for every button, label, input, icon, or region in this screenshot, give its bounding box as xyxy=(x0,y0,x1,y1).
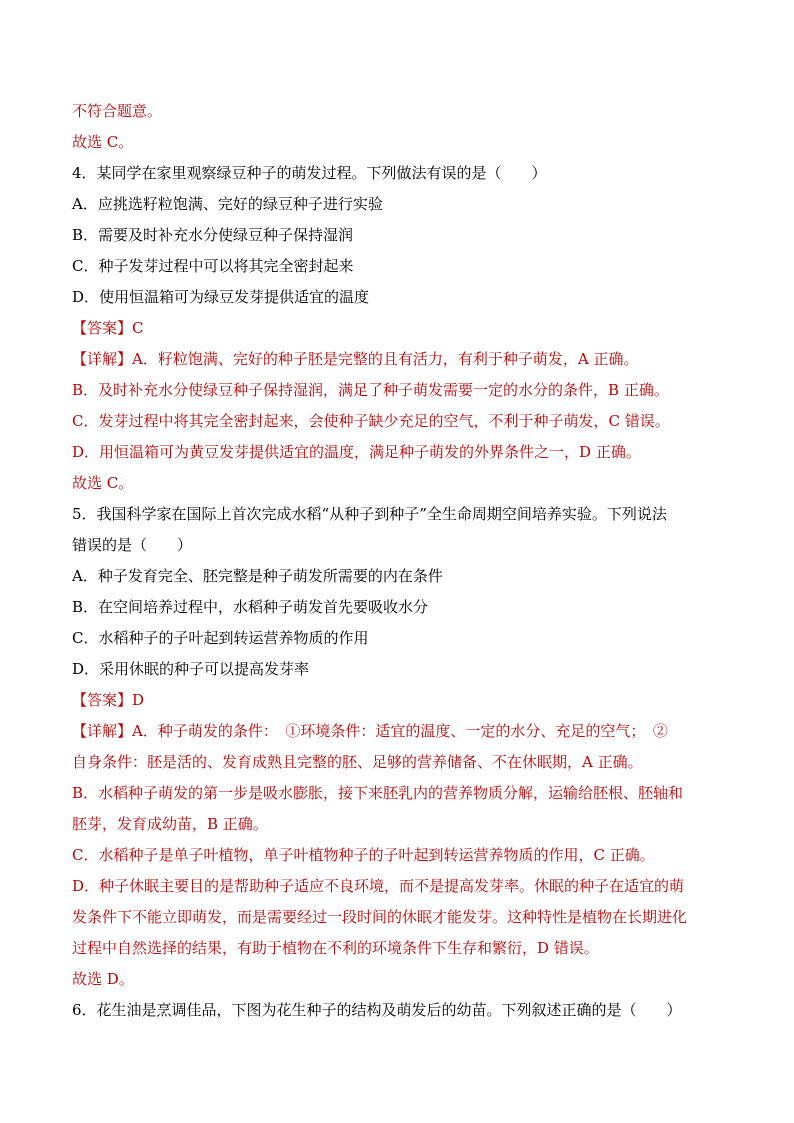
question-6-stem: 6．花生油是烹调佳品，下图为花生种子的结构及萌发后的幼苗。下列叙述正确的是（ ） xyxy=(72,1001,682,1019)
question-5-option-a: A．种子发育完全、胚完整是种子萌发所需要的内在条件 xyxy=(72,567,443,585)
question-4-option-d: D．使用恒温箱可为绿豆发芽提供适宜的温度 xyxy=(72,288,370,306)
question-4-detail-a xyxy=(72,344,732,375)
question-5-stem-1: 5．我国科学家在国际上首次完成水稻“从种子到种子”全生命周期空间培养实验。下列说法 xyxy=(72,505,667,523)
document-content xyxy=(72,96,732,1026)
question-5-option-d: D．采用休眠的种子可以提高发芽率 xyxy=(72,660,310,678)
question-5-option-b: B．在空间培养过程中，水稻种子萌发首先要吸收水分 xyxy=(72,598,429,616)
question-4-detail-d: D．用恒温箱可为黄豆发芽提供适宜的温度，满足种子萌发的外界条件之一，D 正确。 xyxy=(72,443,641,461)
question-5-detail-d-3: 过程中自然选择的结果，有助于植物在不利的环境条件下生存和繁衍，D 错误。 xyxy=(72,939,599,957)
detail-tag: 【详解】 xyxy=(72,722,133,740)
answer-explanation-line: 不符合题意。 xyxy=(72,102,163,120)
question-5-detail-d-2: 发条件下不能立即萌发，而是需要经过一段时间的休眠才能发芽。这种特性是植物在长期进化 xyxy=(72,908,688,926)
question-5-selection: 故选 D。 xyxy=(72,970,134,988)
question-4-detail-b: B．及时补充水分使绿豆种子保持湿润，满足了种子萌发需要一定的水分的条件，B 正确。 xyxy=(72,381,669,399)
question-4-option-c: C．种子发芽过程中可以将其完全密封起来 xyxy=(72,257,354,275)
question-5-detail-c: C．水稻种子是单子叶植物，单子叶植物种子的子叶起到转运营养物质的作用，C 正确。 xyxy=(72,846,655,864)
question-5-detail-a-2: 自身条件：胚是活的、发育成熟且完整的胚、足够的营养储备、不在休眠期，A 正确。 xyxy=(72,753,643,771)
question-5-answer xyxy=(72,685,732,716)
question-5-detail-d-1: D．种子休眠主要目的是帮助种子适应不良环境，而不是提高发芽率。休眠的种子在适宜的萌 xyxy=(72,877,685,895)
question-5-detail-b-2: 胚芽，发育成幼苗，B 正确。 xyxy=(72,815,268,833)
detail-text: A．种子萌发的条件： ①环境条件：适宜的温度、一定的水分、充足的空气； ② xyxy=(132,722,668,740)
answer-tag: 【答案】 xyxy=(72,319,133,337)
question-5-stem-2: 错误的是（ ） xyxy=(72,536,193,554)
question-5-detail-a-1 xyxy=(72,716,732,747)
detail-text: A．籽粒饱满、完好的种子胚是完整的且有活力，有利于种子萌发，A 正确。 xyxy=(132,350,639,368)
question-4-stem: 4．某同学在家里观察绿豆种子的萌发过程。下列做法有误的是（ ） xyxy=(72,164,547,182)
answer-tag: 【答案】 xyxy=(72,691,133,709)
question-4-selection: 故选 C。 xyxy=(72,474,134,492)
detail-tag: 【详解】 xyxy=(72,350,133,368)
answer-value: C xyxy=(132,319,144,337)
question-5-detail-b-1: B．水稻种子萌发的第一步是吸水膨胀，接下来胚乳内的营养物质分解，运输给胚根、胚轴和 xyxy=(72,784,684,802)
question-5-option-c: C．水稻种子的子叶起到转运营养物质的作用 xyxy=(72,629,369,647)
question-4-answer xyxy=(72,313,732,344)
question-4-option-a: A．应挑选籽粒饱满、完好的绿豆种子进行实验 xyxy=(72,195,383,213)
answer-value: D xyxy=(132,691,145,709)
answer-selection-line: 故选 C。 xyxy=(72,133,134,151)
question-4-option-b: B．需要及时补充水分使绿豆种子保持湿润 xyxy=(72,226,354,244)
question-4-detail-c: C．发芽过程中将其完全密封起来，会使种子缺少充足的空气，不利于种子萌发，C 错误。 xyxy=(72,412,670,430)
